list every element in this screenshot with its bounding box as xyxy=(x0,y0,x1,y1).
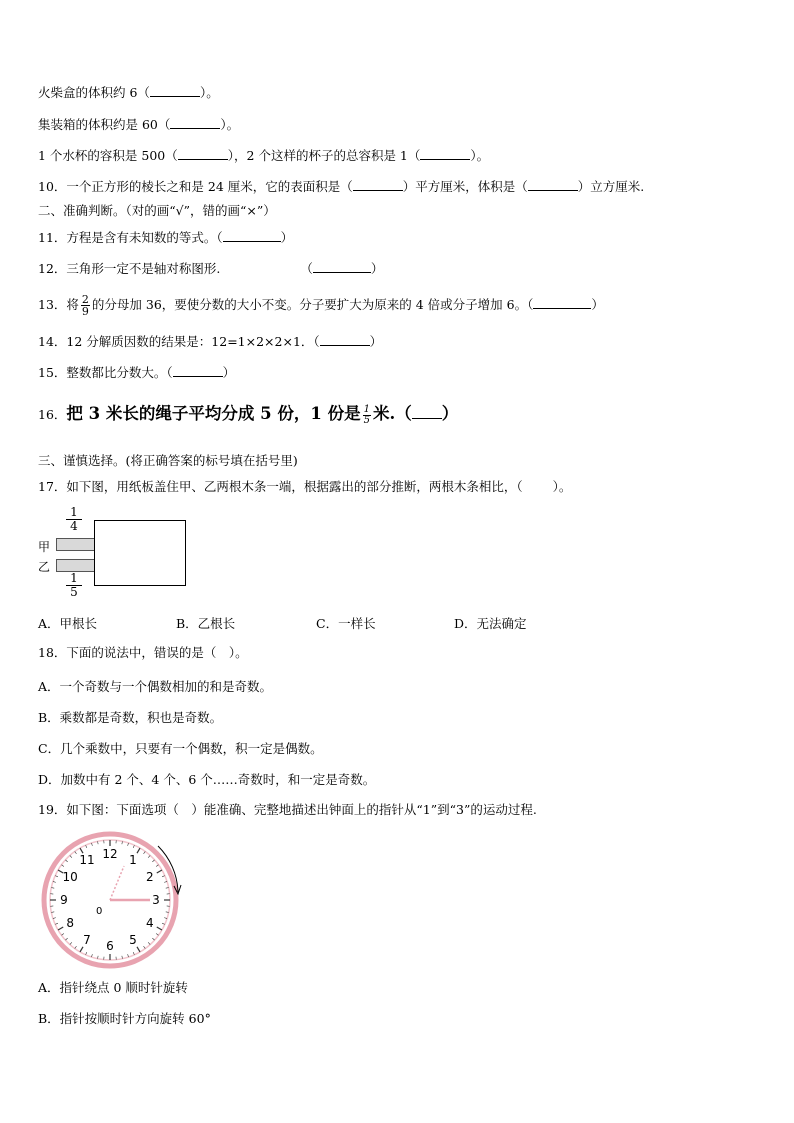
answer-blank[interactable] xyxy=(533,296,591,309)
text: ）。 xyxy=(199,85,219,100)
numerator: 2 xyxy=(81,293,89,306)
option-d[interactable]: D．无法确定 xyxy=(454,616,527,631)
numerator: 1 xyxy=(363,404,370,415)
answer-blank[interactable] xyxy=(178,147,228,160)
option-c[interactable]: C．一样长 xyxy=(316,616,376,631)
question-line-matchbox xyxy=(38,84,219,101)
question-18: 18．下面的说法中，错误的是（ ）。 xyxy=(38,645,248,660)
label-jia: 甲 xyxy=(38,540,51,554)
answer-blank[interactable] xyxy=(412,406,442,419)
text: 12．三角形一定不是轴对称图形. xyxy=(38,261,221,276)
text: ） xyxy=(591,297,604,312)
text: ）。 xyxy=(220,117,240,132)
option-b[interactable]: B．指针按顺时针方向旋转 60° xyxy=(38,1011,211,1026)
question-13 xyxy=(38,292,604,318)
denominator: 9 xyxy=(81,305,89,318)
label-yi: 乙 xyxy=(38,560,51,574)
text: ） xyxy=(222,365,236,380)
text: ）平方厘米，体积是（ xyxy=(402,179,528,194)
clock-number: 10 xyxy=(62,870,78,884)
question-14 xyxy=(38,333,382,350)
clock-number: 2 xyxy=(146,870,154,884)
question-10 xyxy=(38,178,644,195)
answer-blank[interactable] xyxy=(320,333,370,346)
answer-blank[interactable] xyxy=(150,84,200,97)
text: 11．方程是含有未知数的等式。（ xyxy=(38,230,223,245)
question-12 xyxy=(38,260,383,277)
answer-blank[interactable] xyxy=(170,116,220,129)
clock-number: 4 xyxy=(146,916,154,930)
answer-blank[interactable] xyxy=(353,178,403,191)
text: 的分母加 36，要使分数的大小不变。分子要扩大为原来的 4 倍或分子增加 6。（ xyxy=(91,297,534,312)
question-number: 16． xyxy=(38,407,67,422)
option-a[interactable]: A．一个奇数与一个偶数相加的和是奇数。 xyxy=(38,679,273,694)
option-a[interactable]: A．甲根长 xyxy=(38,616,98,631)
text: ） xyxy=(441,404,459,423)
cardboard-cover xyxy=(94,520,186,586)
text: 把 3 米长的绳子平均分成 5 份，1 份是 xyxy=(66,404,361,423)
option-b[interactable]: B．乙根长 xyxy=(176,616,236,631)
denominator: 5 xyxy=(70,585,78,599)
text: 17．如下图，用纸板盖住甲、乙两根木条一端，根据露出的部分推断，两根木条相比，（ xyxy=(38,479,523,494)
text: 13．将 xyxy=(38,297,79,312)
clock-figure xyxy=(38,830,188,970)
clock-number: 3 xyxy=(152,893,160,907)
text: ） xyxy=(370,261,384,276)
text: 火柴盒的体积约 6（ xyxy=(38,85,150,100)
fraction xyxy=(363,405,371,426)
answer-blank[interactable] xyxy=(420,147,470,160)
option-a[interactable]: A．指针绕点 0 顺时针旋转 xyxy=(38,980,188,995)
fraction xyxy=(81,294,90,317)
text: ） xyxy=(280,230,294,245)
text: ）。 xyxy=(552,479,572,494)
text: 14．12 分解质因数的结果是：12=1×2×2×1．（ xyxy=(38,334,320,349)
answer-blank[interactable] xyxy=(313,260,371,273)
answer-blank[interactable] xyxy=(223,229,281,242)
question-19: 19．如下图：下面选项（ ）能准确、完整地描述出钟面上的指针从“1”到“3”的运动过程. xyxy=(38,802,537,817)
denominator: 5 xyxy=(363,415,370,426)
clock-number: 11 xyxy=(79,853,95,868)
clock-number: 6 xyxy=(106,939,114,953)
option-c[interactable]: C．几个乘数中，只要有一个偶数，积一定是偶数。 xyxy=(38,741,323,756)
text: 集装箱的体积约是 60（ xyxy=(38,117,171,132)
text: ），2 个这样的杯子的总容积是 1（ xyxy=(227,148,421,163)
text: 15．整数都比分数大。（ xyxy=(38,365,173,380)
question-11 xyxy=(38,229,293,246)
question-line-cup xyxy=(38,147,489,164)
center-label: 0 xyxy=(96,906,103,917)
clock-number: 8 xyxy=(66,916,74,930)
option-b[interactable]: B．乘数都是奇数，积也是奇数。 xyxy=(38,710,223,725)
text: 米.（ xyxy=(372,404,412,423)
clock-number: 1 xyxy=(129,853,137,868)
text: 10．一个正方形的棱长之和是 24 厘米，它的表面积是（ xyxy=(38,179,353,194)
wood-strip-figure xyxy=(36,506,196,602)
answer-blank[interactable] xyxy=(528,178,578,191)
question-16 xyxy=(38,398,458,431)
numerator: 1 xyxy=(66,572,82,586)
numerator: 1 xyxy=(66,506,82,520)
text: ）。 xyxy=(470,148,490,163)
text: （ xyxy=(300,261,313,276)
strip-jia xyxy=(56,538,96,551)
text: 1 个水杯的容积是 500（ xyxy=(38,148,178,163)
section-heading-judgement: 二、准确判断。（对的画“√”，错的画“×”） xyxy=(38,203,276,218)
question-15 xyxy=(38,364,235,381)
question-17 xyxy=(38,479,571,495)
clock-number: 9 xyxy=(60,893,68,907)
clock-svg xyxy=(38,830,188,970)
fraction-top xyxy=(66,506,82,533)
text: ）立方厘米. xyxy=(577,179,645,194)
answer-blank[interactable] xyxy=(173,364,223,377)
denominator: 4 xyxy=(70,519,78,533)
text: ） xyxy=(369,334,383,349)
clock-number: 12 xyxy=(102,847,118,861)
section-heading-choice: 三、谨慎选择。(将正确答案的标号填在括号里) xyxy=(38,453,298,468)
clock-number: 7 xyxy=(83,932,91,947)
option-d[interactable]: D．加数中有 2 个、4 个、6 个……奇数时，和一定是奇数。 xyxy=(38,772,376,787)
clock-number: 5 xyxy=(129,932,137,947)
question-line-container xyxy=(38,116,239,133)
fraction-bottom xyxy=(66,572,82,599)
